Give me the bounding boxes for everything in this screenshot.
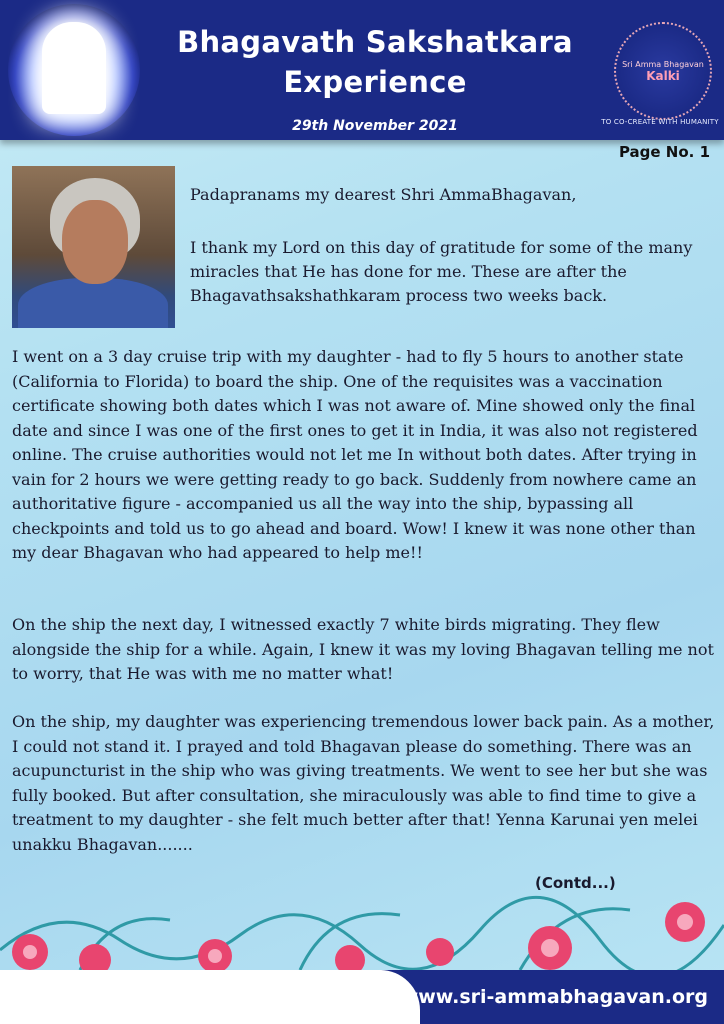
- footer-white-panel: [0, 970, 420, 1024]
- website-url[interactable]: www.sri-ammabhagavan.org: [400, 986, 708, 1008]
- kalki-logo: [614, 22, 712, 120]
- author-photo: [12, 166, 175, 328]
- issue-date: 29th November 2021: [292, 118, 458, 134]
- page-title: [150, 22, 600, 102]
- header-banner: [0, 0, 724, 140]
- title-line-2: Experience: [283, 65, 467, 99]
- paragraph-back-pain: On the ship, my daughter was experiencing tremendous lower back pain. As a mother, I could not stand it. I prayed and told Bhagavan please do something. There was an acupuncturist in the ship who was giving treatments. We went to see her but she was fully booked. But after consultation, she miraculously was able to find time to give a treatment to my daughter - she felt much better after that! Yenna Karunai yen melei unakku Bhagavan.......: [12, 712, 715, 854]
- divine-light-logo: [8, 4, 140, 136]
- paragraph-birds: On the ship the next day, I witnessed exactly 7 white birds migrating. They flew alongside the ship for a while. Again, I knew it was my loving Bhagavan telling me not to worry, that He was with me no matter what!: [12, 615, 714, 683]
- paragraph-cruise: I went on a 3 day cruise trip with my daughter - had to fly 5 hours to another state (California to Florida) to board the ship. One of the requisites was a vaccination certificate showing both dates which I was not aware of. Mine showed only the final date and since I was one of the first ones to get it in India, it was also not registered online. The cruise authorities would not let me In without both dates. After trying in vain for 2 hours we were getting ready to go back. Suddenly from nowhere came an authoritative figure - accompanied us all the way into the ship, bypassing all checkpoints and told us to go ahead and board. Wow! I knew it was none other than my dear Bhagavan who had appeared to help me!!: [12, 347, 698, 562]
- letter-intro: I thank my Lord on this day of gratitude for some of the many miracles that He has done for me. These are after the Bhagavathsakshathkaram process two weeks back.: [190, 238, 693, 305]
- logo-brand: Kalki: [646, 68, 680, 83]
- logo-text: Sri Amma Bhagavan: [622, 59, 704, 69]
- title-line-1: Bhagavath Sakshatkara: [177, 25, 573, 59]
- page-number: Page No. 1: [618, 143, 710, 161]
- flower-border-decoration: [0, 890, 724, 975]
- continued-label: (Contd...): [535, 874, 616, 892]
- letter-greeting: Padapranams my dearest Shri AmmaBhagavan,: [190, 185, 577, 204]
- logo-tagline: TO CO-CREATE WITH HUMANITY: [601, 118, 719, 126]
